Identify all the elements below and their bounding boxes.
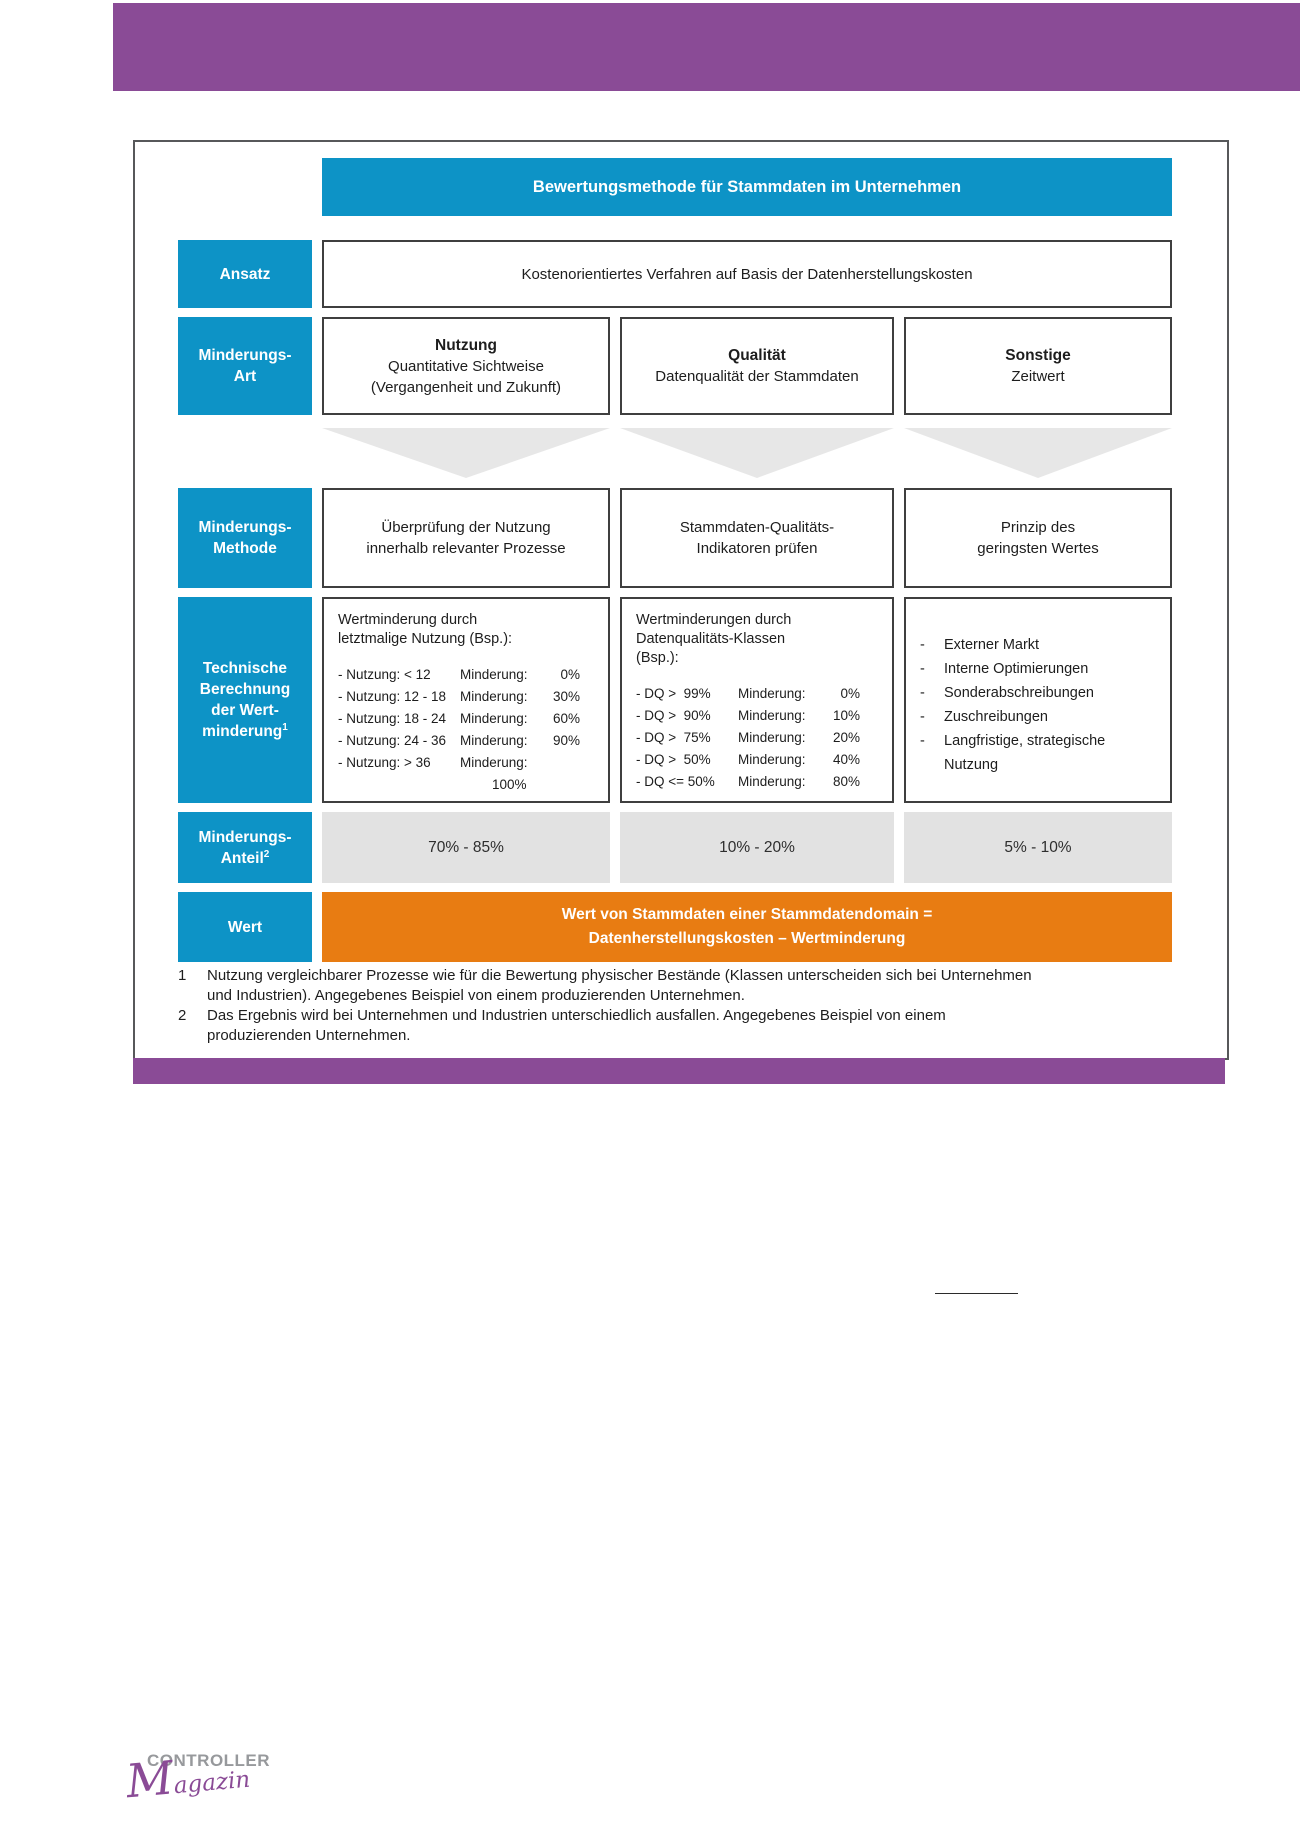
label-technische-berechnung xyxy=(178,597,312,803)
methode-cell-nutzung-line2: innerhalb relevanter Prozesse xyxy=(366,540,566,557)
logo-controller-text: CONTROLLER xyxy=(147,1751,271,1770)
ansatz-value-text: Kostenorientiertes Verfahren auf Basis der Datenherstellungskosten xyxy=(521,265,973,283)
dash-bullet: - xyxy=(920,637,925,653)
diagram-frame xyxy=(133,140,1229,1060)
art-cell-nutzung-line1: Quantitative Sichtweise xyxy=(388,357,544,375)
label-minderungs-methode-line2: Methode xyxy=(213,540,277,557)
table-cell: Minderung: xyxy=(738,686,806,701)
tech-qualitaet-header2: Datenqualitäts-Klassen xyxy=(636,631,786,647)
label-tech-line4 xyxy=(202,721,288,742)
table-cell: 90% xyxy=(552,733,580,748)
controller-magazin-logo xyxy=(123,1743,316,1838)
methode-cell-nutzung xyxy=(322,488,610,588)
label-wert-text: Wert xyxy=(227,918,263,936)
bottom-purple-bar xyxy=(133,1058,1225,1084)
tech-sonstige-list xyxy=(920,633,1152,777)
table-cell: 80% xyxy=(832,774,860,789)
methode-cell-qualitaet-line2: Indikatoren prüfen xyxy=(696,540,818,557)
table-cell: - Nutzung: < 12 xyxy=(338,667,431,682)
diagram-title-text: Bewertungsmethode für Stammdaten im Unternehmen xyxy=(532,177,962,196)
table-cell: Minderung: xyxy=(460,667,528,682)
table-cell: - DQ > 75% xyxy=(636,730,711,745)
label-tech-line2: Berechnung xyxy=(199,681,291,698)
footnote-number: 2 xyxy=(178,1007,187,1024)
table-cell: 60% xyxy=(552,711,580,726)
wert-formula-box xyxy=(322,892,1172,962)
methode-cell-qualitaet xyxy=(620,488,894,588)
list-item xyxy=(920,633,1152,657)
list-item-text: Zuschreibungen xyxy=(944,709,1048,725)
anteil-value-sonstige xyxy=(904,812,1172,883)
footnote-text xyxy=(207,966,1177,1006)
anteil-value-nutzung xyxy=(322,812,610,883)
tech-nutzung-header1: Wertminderung durch xyxy=(338,612,478,628)
tech-qualitaet-header3: (Bsp.): xyxy=(636,650,679,666)
table-cell: Minderung: xyxy=(460,733,528,748)
methode-cell-sonstige xyxy=(904,488,1172,588)
art-cell-nutzung-line2: (Vergangenheit und Zukunft) xyxy=(370,378,562,396)
footnote-line: produzierenden Unternehmen. xyxy=(207,1027,411,1044)
label-minderungs-anteil-line2 xyxy=(221,848,270,869)
art-cell-sonstige-title: Sonstige xyxy=(1005,347,1071,364)
art-cell-qualitaet-line1: Datenqualität der Stammdaten xyxy=(655,368,859,385)
logo-magazin-initial: M xyxy=(123,1750,176,1809)
down-arrow-icon xyxy=(904,428,1172,478)
wert-formula-line1: Wert von Stammdaten einer Stammdatendomain = xyxy=(561,906,933,923)
label-minderungs-anteil-text: Anteil xyxy=(220,849,264,867)
table-cell: 40% xyxy=(832,752,860,767)
tech-cell-sonstige xyxy=(904,597,1172,803)
tech-qualitaet-header1: Wertminderungen durch xyxy=(636,612,792,628)
list-item xyxy=(920,729,1152,777)
methode-cell-nutzung-line1: Überprüfung der Nutzung xyxy=(381,519,551,536)
separator-rule xyxy=(935,1293,1018,1294)
label-tech-line1: Technische xyxy=(202,660,288,677)
methode-cell-sonstige-line1: Prinzip des xyxy=(1000,519,1076,536)
dash-bullet: - xyxy=(920,733,925,749)
table-cell: 20% xyxy=(832,730,860,745)
footnote-1 xyxy=(178,966,1177,1006)
label-wert xyxy=(178,892,312,962)
table-cell: 30% xyxy=(552,689,580,704)
art-cell-nutzung-title: Nutzung xyxy=(435,336,497,354)
art-cell-qualitaet-title: Qualität xyxy=(728,347,786,364)
top-purple-bar xyxy=(113,3,1300,91)
table-cell: - Nutzung: > 36 xyxy=(338,755,431,770)
table-cell: Minderung: xyxy=(738,730,806,745)
label-tech-line3: der Wert- xyxy=(211,702,279,719)
table-cell: Minderung: xyxy=(460,711,528,726)
logo-magazin-text xyxy=(123,1750,252,1809)
list-item-text: Sonderabschreibungen xyxy=(944,685,1094,701)
dash-bullet: - xyxy=(920,661,925,677)
list-item xyxy=(920,705,1152,729)
list-item xyxy=(920,681,1152,705)
label-minderungs-anteil-line1: Minderungs- xyxy=(198,828,292,846)
art-cell-sonstige xyxy=(904,317,1172,415)
down-arrow-icon xyxy=(620,428,894,478)
list-item xyxy=(920,657,1152,681)
anteil-value-text: 5% - 10% xyxy=(1004,838,1072,856)
label-minderungs-art-line2: Art xyxy=(233,368,257,385)
table-cell: - Nutzung: 24 - 36 xyxy=(338,733,447,748)
table-cell: 0% xyxy=(560,667,580,682)
dash-bullet: - xyxy=(920,709,925,725)
anteil-value-qualitaet xyxy=(620,812,894,883)
anteil-value-text: 10% - 20% xyxy=(719,838,795,856)
label-minderungs-art xyxy=(178,317,312,415)
footnote-line: und Industrien). Angegebenes Beispiel von einem produzierenden Unternehmen. xyxy=(207,987,745,1004)
tech-cell-nutzung xyxy=(322,597,610,803)
table-cell: Minderung: xyxy=(460,689,528,704)
methode-cell-sonstige-line2: geringsten Wertes xyxy=(977,540,1099,557)
label-minderungs-methode xyxy=(178,488,312,588)
ansatz-value-box xyxy=(322,240,1172,308)
table-cell: - DQ <= 50% xyxy=(636,774,715,789)
art-cell-nutzung xyxy=(322,317,610,415)
table-cell: - DQ > 50% xyxy=(636,752,711,767)
table-cell: Minderung: xyxy=(738,774,806,789)
label-minderungs-anteil xyxy=(178,812,312,883)
dash-bullet: - xyxy=(920,685,925,701)
label-minderungs-art-line1: Minderungs- xyxy=(198,347,292,364)
footnote-text xyxy=(207,1006,1177,1046)
tech-nutzung-header2: letztmalige Nutzung (Bsp.): xyxy=(338,631,513,647)
table-cell xyxy=(338,774,460,796)
methode-cell-qualitaet-line1: Stammdaten-Qualitäts- xyxy=(679,519,835,536)
footnotes xyxy=(178,966,1177,1046)
list-item-text: Externer Markt xyxy=(944,637,1040,653)
table-cell: 0% xyxy=(840,686,860,701)
logo-magazin-rest: agazin xyxy=(172,1766,252,1800)
footnote-line: Nutzung vergleichbarer Prozesse wie für die Bewertung physischer Bestände (Klassen unterscheiden sich bei Unternehmen xyxy=(207,967,1032,984)
table-cell: 100% xyxy=(492,777,527,792)
wert-formula-line2: Datenherstellungskosten – Wertminderung xyxy=(588,930,906,947)
footnote-number: 1 xyxy=(178,967,187,984)
tech-cell-qualitaet xyxy=(620,597,894,803)
table-cell: Minderung: xyxy=(738,708,806,723)
list-item-text: Langfristige, strategische Nutzung xyxy=(944,733,1106,773)
table-cell: - DQ > 90% xyxy=(636,708,711,723)
list-item-text: Interne Optimierungen xyxy=(944,661,1089,677)
label-minderungs-methode-line1: Minderungs- xyxy=(198,519,292,536)
table-cell: Minderung: xyxy=(460,755,528,770)
footnote-line: Das Ergebnis wird bei Unternehmen und Industrien unterschiedlich ausfallen. Angegebenes Beispiel von einem xyxy=(207,1007,946,1024)
table-cell xyxy=(544,774,580,796)
table-cell: 10% xyxy=(832,708,860,723)
down-arrow-icon xyxy=(322,428,610,478)
label-anteil-footnote-ref: 2 xyxy=(263,848,270,860)
label-ansatz xyxy=(178,240,312,308)
table-cell xyxy=(544,752,580,774)
tech-nutzung-table xyxy=(338,664,580,796)
label-tech-footnote-ref: 1 xyxy=(282,721,288,733)
label-tech-line4-text: minderung xyxy=(202,723,283,740)
footnote-2 xyxy=(178,1006,1177,1046)
table-cell: - Nutzung: 12 - 18 xyxy=(338,689,447,704)
art-cell-qualitaet xyxy=(620,317,894,415)
label-ansatz-text: Ansatz xyxy=(219,265,271,283)
art-cell-sonstige-line1: Zeitwert xyxy=(1011,368,1065,385)
table-cell: - Nutzung: 18 - 24 xyxy=(338,711,447,726)
anteil-value-text: 70% - 85% xyxy=(428,838,504,856)
tech-qualitaet-table xyxy=(636,683,860,793)
table-cell: Minderung: xyxy=(738,752,806,767)
table-cell: - DQ > 99% xyxy=(636,686,711,701)
diagram-title xyxy=(322,158,1172,216)
